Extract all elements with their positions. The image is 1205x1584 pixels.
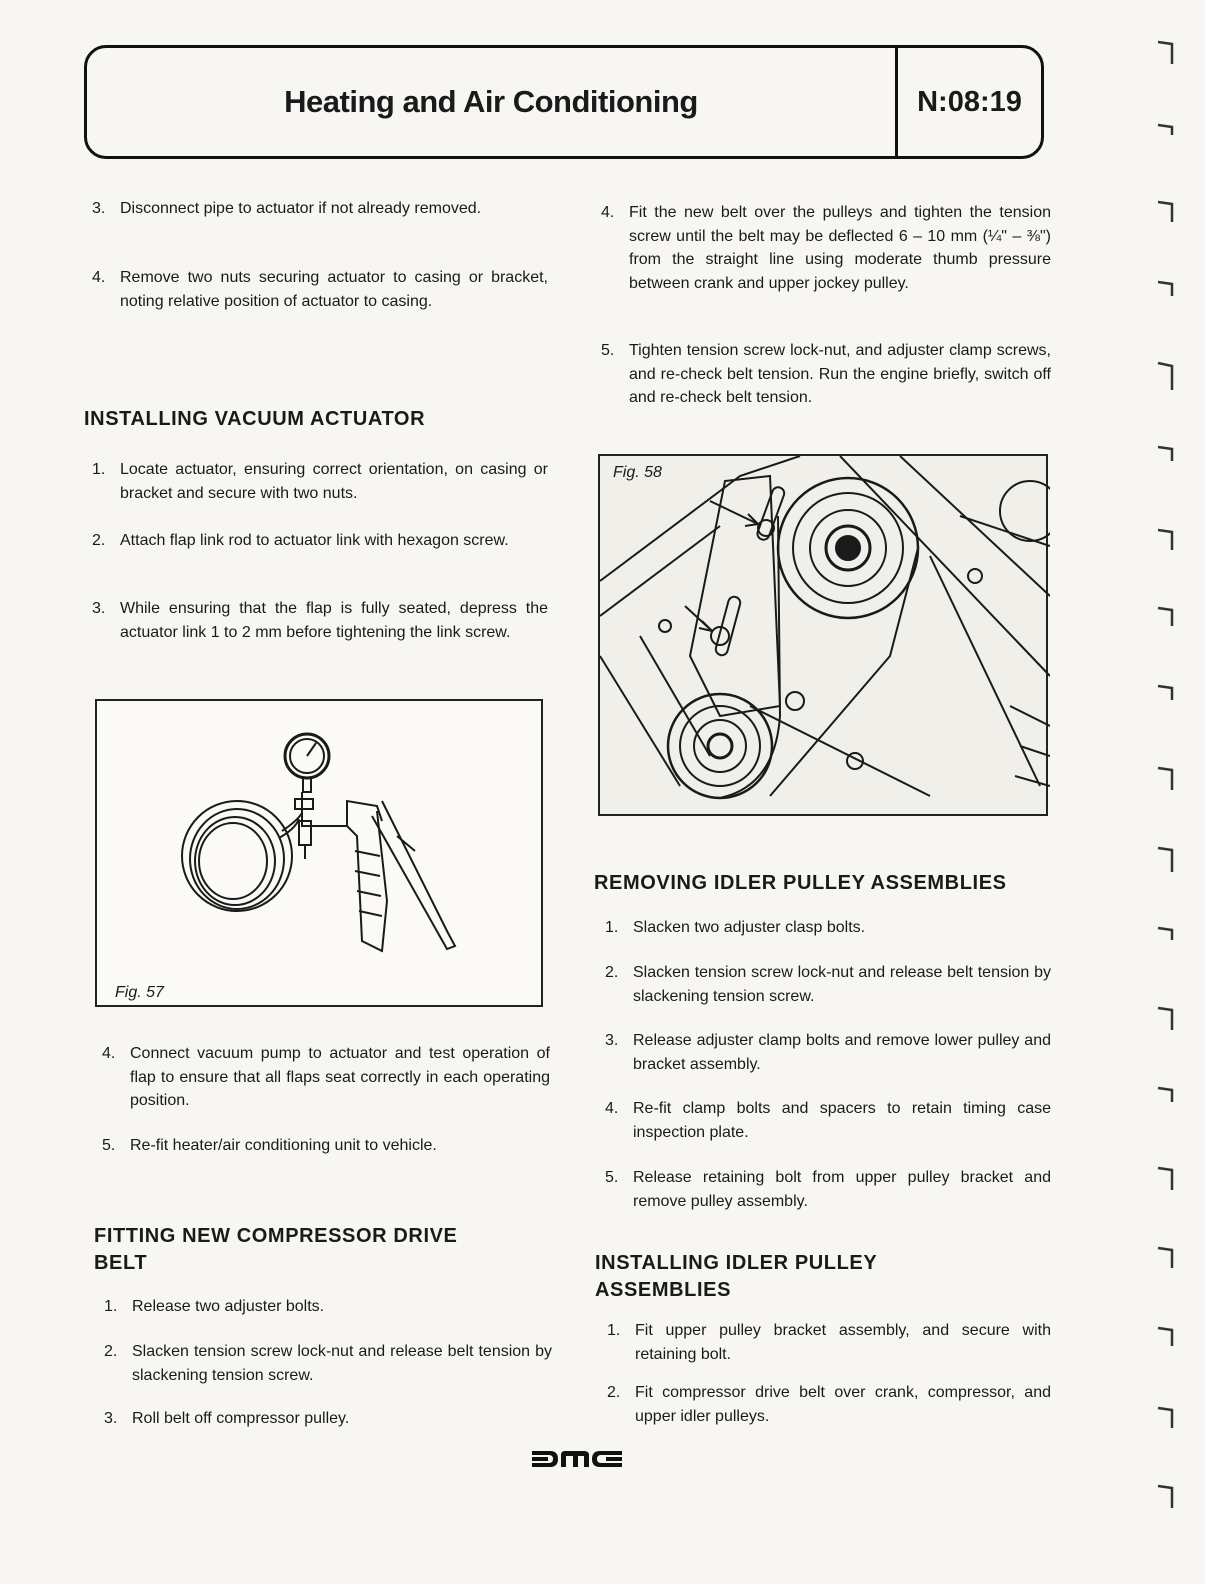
figure-caption: Fig. 57 <box>115 984 164 1001</box>
section-heading-installing-vacuum-actuator: INSTALLING VACUUM ACTUATOR <box>84 408 426 430</box>
item-text: Release adjuster clamp bolts and remove lower pulley and bracket assembly. <box>633 1032 1051 1073</box>
item-text: Tighten tension screw lock-nut, and adjuster clamp screws, and re-check belt tension. Run the engine briefly, switch off and re-check belt tension. <box>629 342 1051 406</box>
figure-57 <box>95 699 543 1007</box>
list-item <box>605 916 1051 940</box>
item-number: 2. <box>607 1384 621 1401</box>
item-number: 2. <box>92 532 106 549</box>
item-text: Attach flap link rod to actuator link with hexagon screw. <box>120 532 509 549</box>
item-number: 3. <box>104 1410 118 1427</box>
page-header <box>84 45 1044 159</box>
section-heading-installing-idler-line2: ASSEMBLIES <box>595 1279 732 1301</box>
list-item <box>92 597 548 644</box>
list-item <box>102 1042 550 1113</box>
list-item <box>601 339 1051 410</box>
item-text: Connect vacuum pump to actuator and test operation of flap to ensure that all flaps seat correctly in each operating position. <box>130 1045 550 1109</box>
item-number: 4. <box>601 204 615 221</box>
dmc-logo-mark <box>532 1448 622 1470</box>
figure-caption: Fig. 58 <box>610 464 665 482</box>
item-text: Slacken two adjuster clasp bolts. <box>633 919 866 936</box>
item-text: Fit the new belt over the pulleys and tighten the tension screw until the belt may be deflected 6 – 10 mm (¼" – ⅜") from the straight line using moderate thumb pressure between crank and upper jockey pulley. <box>629 204 1051 292</box>
section-heading-removing-idler: REMOVING IDLER PULLEY ASSEMBLIES <box>594 872 1007 894</box>
item-number: 3. <box>605 1032 619 1049</box>
page-code: N:08:19 <box>917 85 1022 118</box>
item-number: 4. <box>605 1100 619 1117</box>
binding-marks-graphic <box>1150 30 1180 1550</box>
item-number: 3. <box>92 600 106 617</box>
item-number: 4. <box>102 1045 116 1062</box>
item-number: 5. <box>605 1169 619 1186</box>
list-item <box>607 1381 1051 1428</box>
item-number: 4. <box>92 269 106 286</box>
figure-58 <box>598 454 1048 816</box>
item-text: Re-fit clamp bolts and spacers to retain timing case inspection plate. <box>633 1100 1051 1141</box>
section-heading-fitting-belt: FITTING NEW COMPRESSOR DRIVE <box>94 1225 458 1247</box>
list-item <box>104 1340 552 1387</box>
margin-binding-marks <box>1150 30 1180 1555</box>
dmc-logo <box>532 1448 622 1475</box>
item-text: While ensuring that the flap is fully seated, depress the actuator link 1 to 2 mm before tightening the link screw. <box>120 600 548 641</box>
list-item <box>601 201 1051 295</box>
item-text: Release retaining bolt from upper pulley bracket and remove pulley assembly. <box>633 1169 1051 1210</box>
item-text: Fit compressor drive belt over crank, compressor, and upper idler pulleys. <box>635 1384 1051 1425</box>
list-item <box>104 1407 552 1431</box>
section-heading-fitting-belt-line2: BELT <box>94 1252 148 1274</box>
item-text: Re-fit heater/air conditioning unit to vehicle. <box>130 1137 437 1154</box>
section-heading-installing-idler: INSTALLING IDLER PULLEY <box>595 1252 878 1274</box>
item-number: 5. <box>601 342 615 359</box>
item-text: Disconnect pipe to actuator if not already removed. <box>120 200 482 217</box>
item-text: Remove two nuts securing actuator to casing or bracket, noting relative position of actuator to casing. <box>120 269 548 310</box>
item-number: 2. <box>605 964 619 981</box>
page-title: Heating and Air Conditioning <box>284 84 698 119</box>
item-text: Locate actuator, ensuring correct orientation, on casing or bracket and secure with two nuts. <box>120 461 548 502</box>
item-number: 1. <box>607 1322 621 1339</box>
engine-pulley-illustration <box>600 456 1050 818</box>
list-item <box>607 1319 1051 1366</box>
vacuum-pump-illustration <box>97 701 545 1009</box>
item-number: 1. <box>605 919 619 936</box>
list-item <box>605 1166 1051 1213</box>
item-number: 1. <box>104 1298 118 1315</box>
item-text: Slacken tension screw lock-nut and release belt tension by slackening tension screw. <box>132 1343 552 1384</box>
item-text: Roll belt off compressor pulley. <box>132 1410 350 1427</box>
list-item <box>92 266 548 313</box>
item-number: 2. <box>104 1343 118 1360</box>
item-text: Slacken tension screw lock-nut and release belt tension by slackening tension screw. <box>633 964 1051 1005</box>
item-number: 1. <box>92 461 106 478</box>
item-text: Fit upper pulley bracket assembly, and secure with retaining bolt. <box>635 1322 1051 1363</box>
item-number: 5. <box>102 1137 116 1154</box>
item-number: 3. <box>92 200 106 217</box>
item-text: Release two adjuster bolts. <box>132 1298 325 1315</box>
list-item <box>605 1029 1051 1076</box>
list-item <box>92 458 548 505</box>
list-item <box>92 197 548 221</box>
list-item <box>104 1295 552 1319</box>
list-item <box>605 961 1051 1008</box>
list-item <box>92 529 548 553</box>
list-item <box>605 1097 1051 1144</box>
list-item <box>102 1134 550 1158</box>
